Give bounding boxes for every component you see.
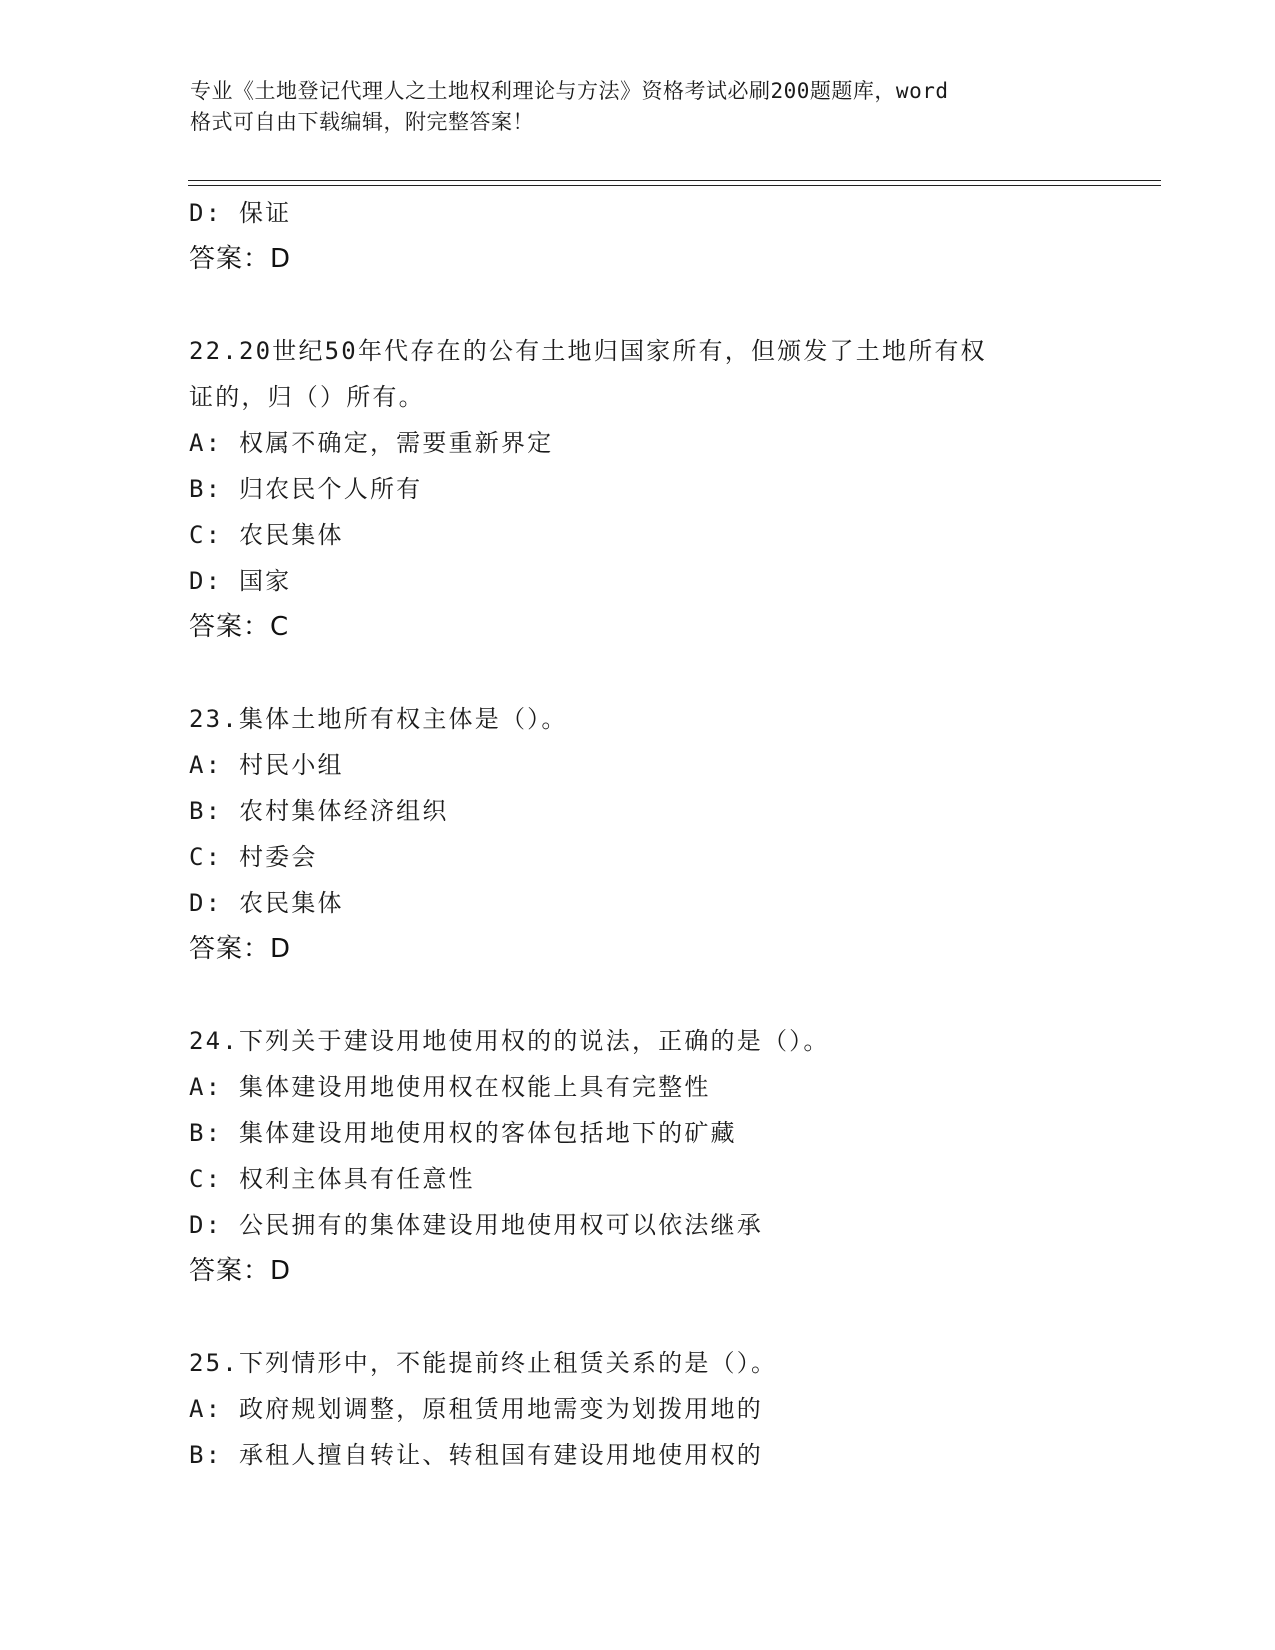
prev-answer: 答案：D xyxy=(189,244,292,274)
q23-option-c: C: 村委会 xyxy=(189,843,318,871)
spacer xyxy=(189,650,1149,696)
header-divider-top xyxy=(188,180,1161,181)
q23-answer: 答案：D xyxy=(189,934,292,964)
q25-option-a: A: 政府规划调整，原租赁用地需变为划拨用地的 xyxy=(189,1395,763,1423)
question-list xyxy=(189,190,1149,1478)
q24-option-d: D: 公民拥有的集体建设用地使用权可以依法继承 xyxy=(189,1211,763,1239)
q25-option-b: B: 承租人擅自转让、转租国有建设用地使用权的 xyxy=(189,1441,763,1469)
q23-option-b: B: 农村集体经济组织 xyxy=(189,797,449,825)
document-header xyxy=(190,76,1070,138)
header-line-1: 专业《土地登记代理人之土地权利理论与方法》资格考试必刷200题题库，word xyxy=(190,79,949,103)
spacer xyxy=(189,972,1149,1018)
q23-option-d: D: 农民集体 xyxy=(189,889,344,917)
q24-option-a: A: 集体建设用地使用权在权能上具有完整性 xyxy=(189,1073,711,1101)
q24-option-c: C: 权利主体具有任意性 xyxy=(189,1165,475,1193)
q22-option-b: B: 归农民个人所有 xyxy=(189,475,423,503)
q23-option-a: A: 村民小组 xyxy=(189,751,344,779)
header-line-2: 格式可自由下载编辑，附完整答案！ xyxy=(190,110,534,134)
spacer xyxy=(189,1294,1149,1340)
q23-stem: 23.集体土地所有权主体是（）。 xyxy=(189,705,568,733)
q25-stem: 25.下列情形中，不能提前终止租赁关系的是（）。 xyxy=(189,1349,778,1377)
q24-answer: 答案：D xyxy=(189,1256,292,1286)
q24-stem: 24.下列关于建设用地使用权的的说法，正确的是（）。 xyxy=(189,1027,830,1055)
q22-stem-line-2: 证的，归（）所有。 xyxy=(189,383,425,411)
q22-option-a: A: 权属不确定，需要重新界定 xyxy=(189,429,554,457)
q22-stem-line-1: 22.20世纪50年代存在的公有土地归国家所有，但颁发了土地所有权 xyxy=(189,337,987,365)
header-divider-bottom xyxy=(188,185,1161,186)
q22-option-c: C: 农民集体 xyxy=(189,521,344,549)
q24-option-b: B: 集体建设用地使用权的客体包括地下的矿藏 xyxy=(189,1119,737,1147)
spacer xyxy=(189,282,1149,328)
q22-option-d: D: 国家 xyxy=(189,567,292,595)
prev-option-d: D: 保证 xyxy=(189,199,292,227)
q22-answer: 答案：C xyxy=(189,612,290,642)
